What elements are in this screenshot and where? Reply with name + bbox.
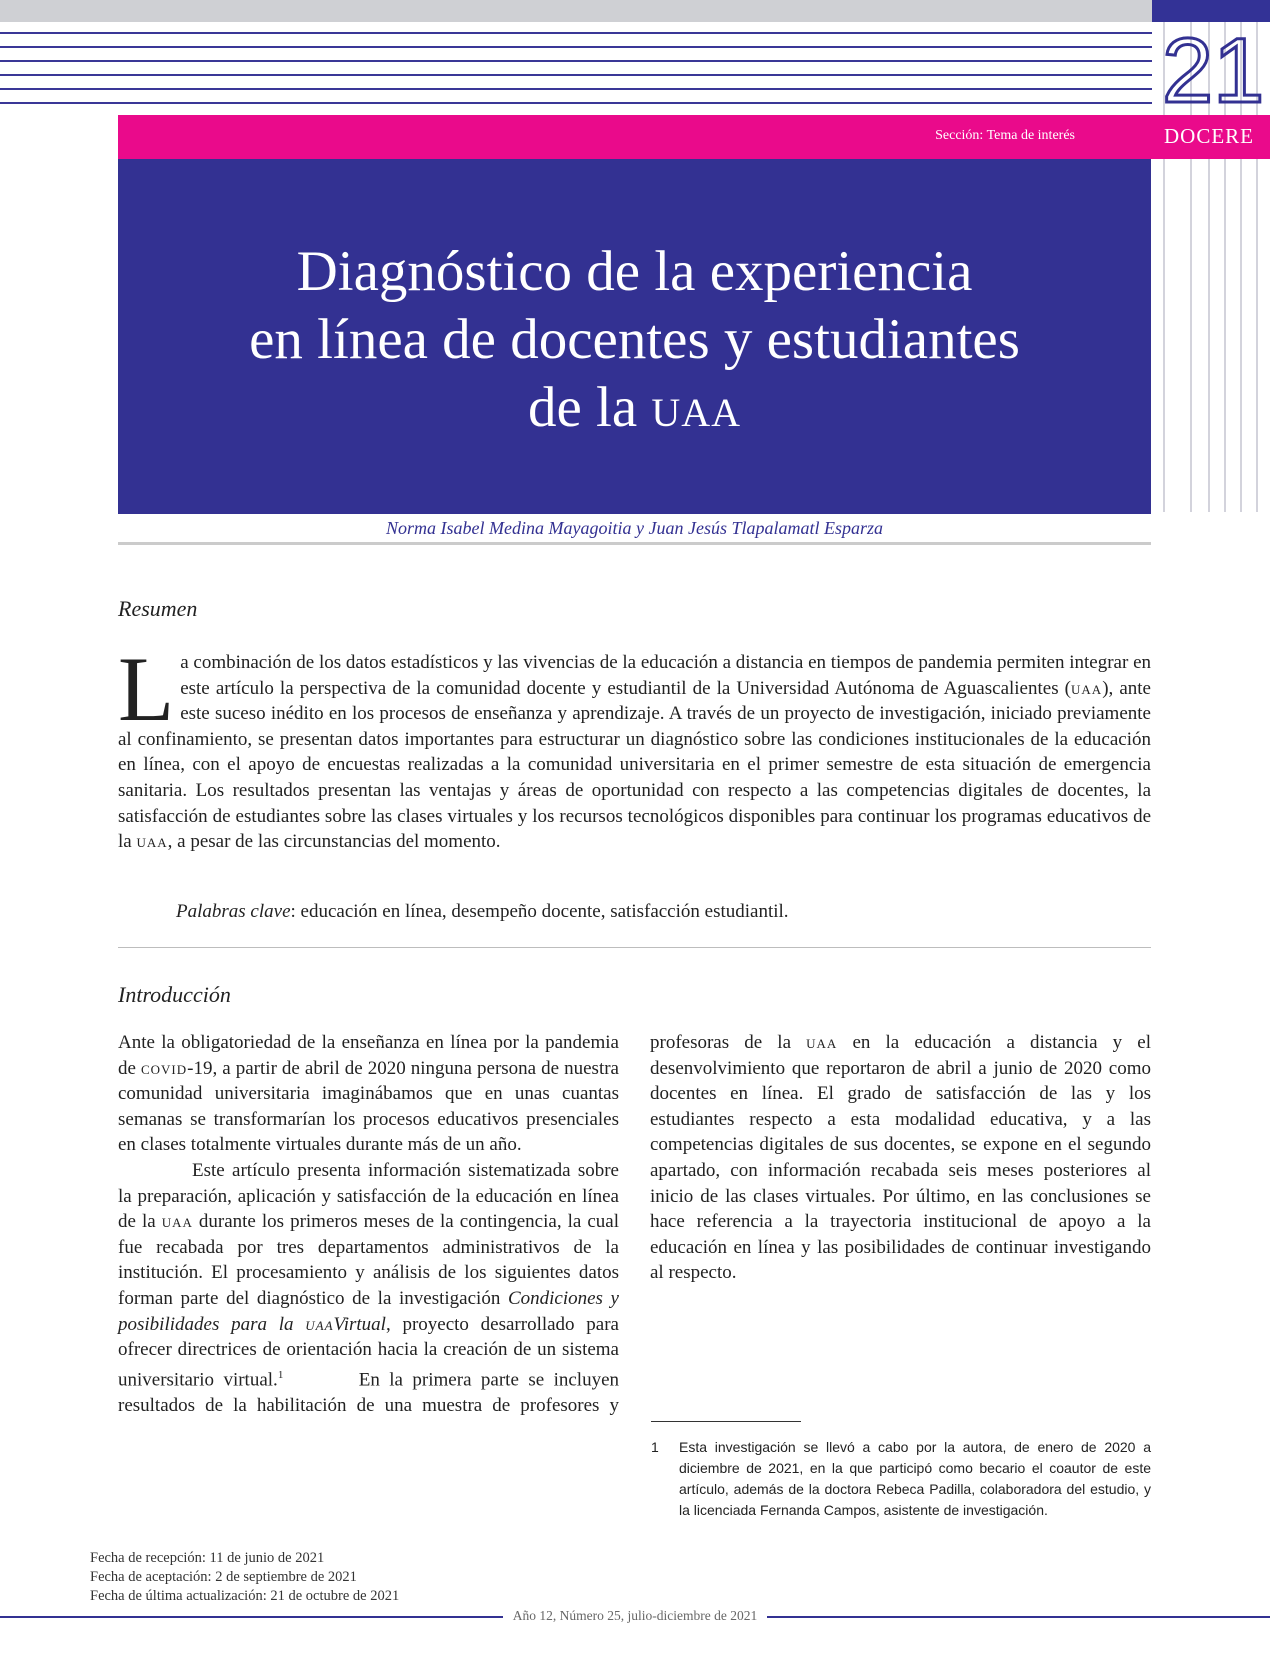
footnote <box>651 1437 1151 1521</box>
title-line: Diagnóstico de la experiencia <box>296 240 973 303</box>
paragraph-text: -19, a partir de abril de 2020 ninguna persona de nuestra comunidad universitaria imaginábamos que en unas cuantas semanas se transformarían los procesos educativos presenciales en clases totalmente virtuales durante más de un año. <box>118 1057 619 1156</box>
footnote-mark: 1 <box>277 1368 284 1381</box>
abbr: covid <box>140 1057 188 1079</box>
header-rule <box>0 32 1152 34</box>
abstract-text: , a pesar de las circunstancias del momento. <box>167 831 501 853</box>
paragraph-text: En la primera parte se incluyen resultados de la habilitación de una muestra de profesores y profesoras de la <box>118 1032 807 1416</box>
paragraph <box>118 1030 619 1158</box>
title-line <box>118 374 1151 442</box>
footnote-text: Esta investigación se llevó a cabo por la autora, de enero de 2020 a diciembre de 2021, en la que participó como becario el coautor de este artículo, además de la doctora Rebeca Padilla, colaboradora del estudio, y la licenciada Fernanda Campos, asistente de investigación. <box>679 1439 1151 1518</box>
keywords <box>176 901 789 923</box>
title-text: de la <box>527 376 638 439</box>
header-rule <box>0 74 1152 76</box>
date-accepted: Fecha de aceptación: 2 de septiembre de 2021 <box>90 1569 357 1585</box>
abstract-body <box>118 638 1151 855</box>
abbr: uaa <box>161 1211 193 1233</box>
paragraph-text: durante los primeros meses de la contingencia, la cual fue recabada por tres departamentos administrativos de la institución. El procesamiento y análisis de los siguientes datos forman parte del diagnóstico de la investigación <box>118 1211 619 1309</box>
left-column <box>118 1030 1151 1420</box>
project-title-text: Condiciones y posibilidades para la <box>118 1287 619 1335</box>
keywords-label: Palabras clave <box>176 901 291 922</box>
issue-number: 21 <box>1162 28 1265 110</box>
intro-heading: Introducción <box>118 982 231 1007</box>
abbr: uaa <box>136 831 168 853</box>
paragraph-text: en la educación a distancia y el desenvolvimiento que reportaron de abril a junio de 2020 como docentes en línea. El grado de satisfacción de las y los estudiantes respecto a esta modalidad educativa, y a las competencias digitales de sus docentes, se expone en el segundo apartado, con información recabada seis meses posteriores al inicio de las clases virtuales. Por último, en las conclusiones se hace referencia a la trayectoria institucional de apoyo a la educación en línea y las posibilidades de continuar investigando al respecto. <box>650 1032 1152 1284</box>
header-rule <box>0 88 1152 90</box>
section-label: Sección: Tema de interés <box>935 128 1075 143</box>
paragraph-text: , proyecto desarrollado para ofrecer directrices de orientación hacia la creación de un sistema universitario virtual. <box>118 1313 619 1391</box>
authors-rule <box>118 542 1151 545</box>
issue-number-badge <box>1160 28 1270 110</box>
journal-name: DOCERE <box>1164 124 1254 148</box>
top-corner-block <box>1152 0 1270 22</box>
header-rule <box>0 60 1152 62</box>
issue-info: Año 12, Número 25, julio-diciembre de 2021 <box>503 1608 767 1623</box>
project-title-text: Virtual <box>333 1313 386 1335</box>
date-updated: Fecha de última actualización: 21 de octubre de 2021 <box>90 1588 400 1604</box>
abbr: uaa <box>806 1032 838 1053</box>
paragraph-text: Este artículo presenta información sistematizada sobre la preparación, aplicación y satisfacción de la educación en línea de la <box>118 1159 619 1233</box>
header-rule <box>0 46 1152 48</box>
footnote-number: 1 <box>651 1439 659 1455</box>
footnote-rule <box>651 1421 801 1422</box>
title-abbr: uaa <box>651 376 742 439</box>
top-gray-bar <box>0 0 1152 22</box>
abbr: uaa <box>1071 677 1103 699</box>
paragraph-text: Ante la obligatoriedad de la enseñanza en línea por la pandemia de <box>118 1032 619 1079</box>
article-title <box>118 238 1151 442</box>
footer <box>0 1608 1270 1624</box>
header-rule <box>0 102 1152 104</box>
authors: Norma Isabel Medina Mayagoitia y Juan Jesús Tlapalamatl Esparza <box>386 518 883 538</box>
drop-cap: L <box>118 638 175 740</box>
abbr: uaa <box>305 1313 334 1335</box>
article-dates <box>90 1549 399 1606</box>
keywords-text: : educación en línea, desempeño docente, satisfacción estudiantil. <box>290 901 789 922</box>
abstract-text: a combinación de los datos estadísticos y las vivencias de la educación a distancia en tiempos de pandemia permiten integrar en este artículo la perspectiva de la comunidad docente y estudiantil de la Universidad Autónoma de Aguascalientes ( <box>180 652 1151 699</box>
section-bar <box>118 115 1270 159</box>
abstract-rule <box>118 947 1151 948</box>
abstract-heading: Resumen <box>118 596 198 621</box>
title-line: en línea de docentes y estudiantes <box>249 308 1020 371</box>
date-received: Fecha de recepción: 11 de junio de 2021 <box>90 1550 325 1566</box>
abstract-text: ), ante este suceso inédito en los procesos de enseñanza y aprendizaje. A través de un proyecto de investigación, iniciado previamente al confinamiento, se presentan datos importantes para estructurar un diagnóstico sobre las condiciones institucionales de la educación en línea, con el apoyo de encuestas realizadas a la comunidad universitaria en el primer semestre de esta situación de emergencia sanitaria. Los resultados presentan las ventajas y áreas de oportunidad con respecto a las competencias digitales de docentes, la satisfacción de estudiantes sobre las clases virtuales y los recursos tecnológicos disponibles para continuar los programas educativos de la <box>118 677 1151 853</box>
